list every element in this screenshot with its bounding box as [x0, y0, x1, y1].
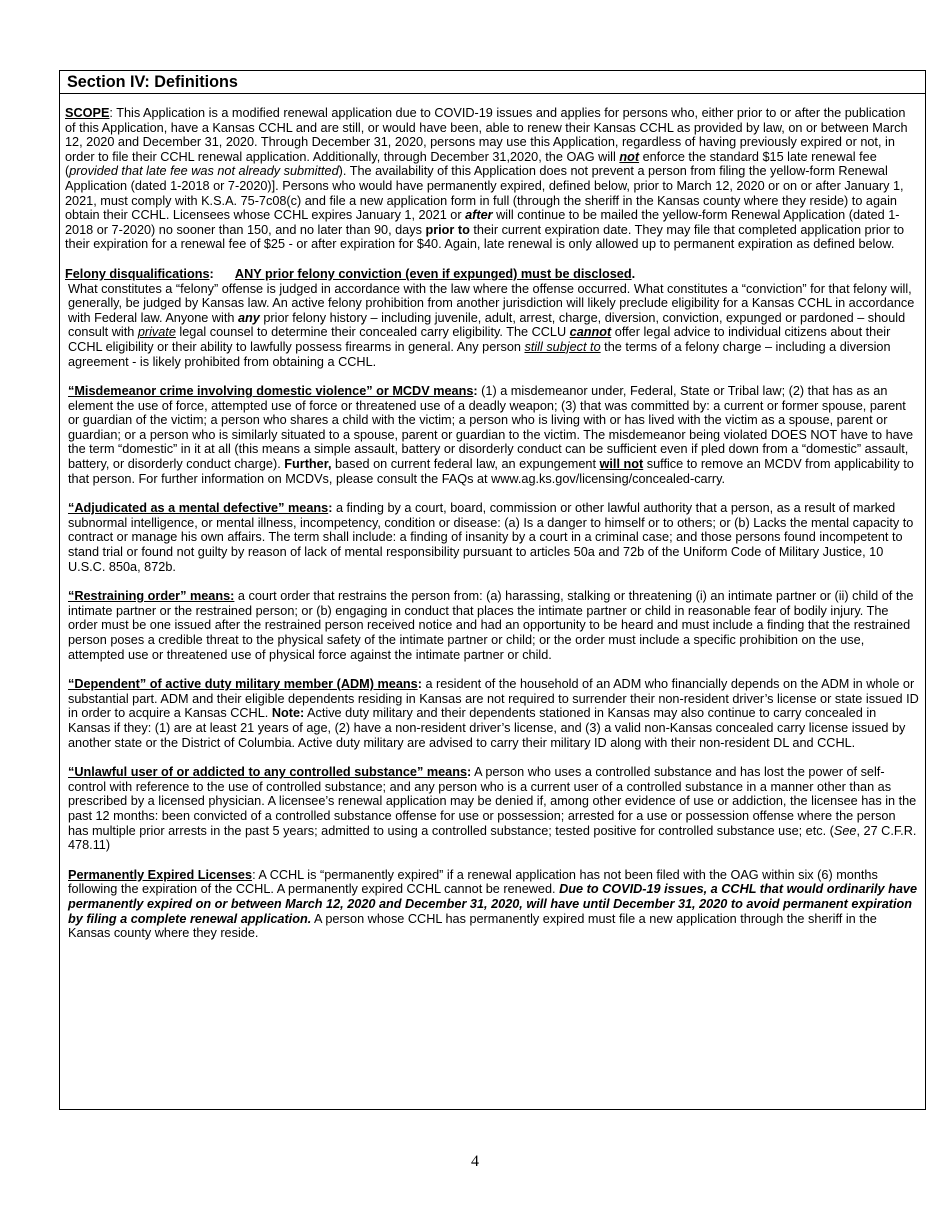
- dependent-note: Note:: [271, 706, 305, 721]
- mcdv-text-2: based on current federal law, an expungement: [331, 457, 600, 472]
- mental-term: “Adjudicated as a mental defective” means: [68, 501, 329, 516]
- scope-text-5: their current expiration date. They may file that completed application prior to their expiration for a renewal fee of $25 - or after expiration for $40. Again, late renewal is only allowed up to permanent expiration as defined below.: [65, 222, 905, 252]
- scope-term: SCOPE: [65, 106, 110, 120]
- scope-text-1: : This Application is a modified renewal application due to COVID-19 issues and applies for persons who, either prior to or after the publication of this Application, have a Kansas CCHL and are still, or would have been, able to renew their Kansas CCHL as provided by law, on or between March 12, 2020 and December 31, 2020. Through December 31, 2020, persons may use this Application, regardless of having previously expired or not, in order to file their CCHL renewal application. Additionally, through December 31,2020, the OAG will: [65, 106, 908, 164]
- mcdv-will-not: will not: [599, 457, 644, 472]
- mcdv-text-3: suffice to remove an MCDV from applicability to that person. For further information on MCDVs, please consult the FAQs at www.ag.ks.gov/licensing/concealed-carry.: [68, 457, 914, 486]
- felony-cannot: cannot: [569, 325, 612, 340]
- mcdv-further: Further,: [284, 457, 332, 472]
- section-title: Section IV: Definitions: [60, 71, 925, 94]
- felony-still-subject: still subject to: [524, 339, 601, 354]
- substance-paragraph: [65, 765, 919, 853]
- mcdv-text-1: (1) a misdemeanor under, Federal, State or Tribal law; (2) that has as an element the use of force, attempted use of force or threatened use of a deadly weapon; (3) that was committed by: a current or former spouse, parent or guardian of the victim; a person who shares a child with the victim; a person who is living with or has lived with the victim as a spouse, parent or guardian; or a person who is similarly situated to a spouse, parent or guardian to the victim. The misdemeanor being violated DOES NOT have to have the term “domestic” in it at all (this means a simple assault, battery or disorderly conduct can be sufficient even if pled down from a “domestic” assault, battery, or disorderly conduct charge).: [68, 384, 914, 472]
- felony-any: any: [237, 310, 260, 325]
- expired-paragraph: [65, 868, 919, 941]
- dependent-colon: :: [417, 677, 422, 692]
- substance-see: See: [833, 823, 857, 838]
- scope-prior-to: prior to: [425, 222, 470, 237]
- scope-text-4: will continue to be mailed the yellow-form Renewal Application (dated 1-2018 or 7-2020) no sooner than 150, and no later than 90, days: [65, 208, 900, 237]
- felony-paragraph: [65, 282, 919, 370]
- scope-text-2: enforce the standard $15 late renewal fee (: [65, 149, 877, 179]
- felony-notice: ANY prior felony conviction (even if expunged) must be disclosed: [234, 266, 632, 281]
- restraining-paragraph: [65, 589, 919, 662]
- dependent-text-1: a resident of the household of an ADM who financially depends on the ADM in whole or substantial part. ADM and their eligible dependents residing in Kansas are not required to surrender their non-resident driver’s license or state issued ID in order to acquire a Kansas CCHL.: [68, 677, 919, 721]
- page-number: 4: [471, 1153, 479, 1170]
- substance-term: “Unlawful user of or addicted to any controlled substance” means: [68, 765, 468, 780]
- felony-text-2: prior felony history – including juvenile, adult, arrest, charge, diversion, conviction, expunged or pardoned – should consult with: [68, 310, 906, 340]
- dependent-term: “Dependent” of active duty military member (ADM) means: [68, 677, 418, 692]
- restraining-text-1: a court order that restrains the person from: (a) harassing, stalking or threatening (i) an intimate partner or (ii) child of the intimate partner or the restrained person; or (b) engaging in conduct that places the intimate partner or child in reasonable fear of bodily injury. The order must be one issued after the restrained person received notice and had an opportunity to be heard and must include a finding that the restrained person poses a credible threat to the physical safety of the intimate partner or child; or the order must include a specific prohibition on the use, attempted use or threatened use of physical force against the intimate partner or child.: [68, 589, 914, 662]
- substance-colon: :: [467, 765, 472, 780]
- felony-term: Felony disqualifications: [65, 266, 210, 281]
- felony-text-5: the terms of a felony charge – including a diversion agreement - is likely prohibited from obtaining a CCHL.: [68, 339, 891, 369]
- mcdv-paragraph: [65, 384, 919, 486]
- felony-heading: [65, 267, 919, 282]
- mental-colon: :: [328, 501, 333, 516]
- expired-term: Permanently Expired Licenses: [68, 867, 253, 882]
- scope-proviso: provided that late fee was not already submitted: [69, 164, 339, 179]
- scope-text-3: ). The availability of this Application does not prevent a person from filing the yellow-form Renewal Application (dated 1-2018 or 7-2020)]. Persons who would have permanently expired, defined below, prior to March 12, 2020 or on or after January 1, 2021, must comply with K.S.A. 75-7c08(c) and file a new application form in full (through the sheriff in the Kansas county where they reside) to again obtain their CCHL. Licensees whose CCHL expires January 1, 2021 or: [65, 164, 904, 223]
- felony-text-3: legal counsel to determine their concealed carry eligibility. The CCLU: [175, 325, 570, 340]
- scope-not: not: [619, 149, 640, 164]
- definitions-section: [59, 70, 926, 1110]
- substance-text-2: , 27 C.F.R. 478.11): [68, 823, 917, 853]
- expired-text-1: : A CCHL is “permanently expired” if a renewal application has not been filed with the OAG within six (6) months following the expiration of the CCHL. A permanently expired CCHL cannot be renewed.: [68, 867, 878, 897]
- felony-colon: :: [209, 266, 214, 281]
- scope-paragraph: [65, 106, 919, 252]
- mcdv-term: “Misdemeanor crime involving domestic violence” or MCDV means: [68, 384, 474, 399]
- mental-paragraph: [65, 501, 919, 574]
- felony-period: .: [631, 266, 636, 281]
- dependent-text-2: Active duty military and their dependents stationed in Kansas may also continue to carry concealed in Kansas if they: (1) are at least 21 years of age, (2) have a non-resident driver’s license, and (3) a valid non-Kansas concealed carry license issued by another state or the District of Columbia. Active duty military are advised to carry their military ID along with their non-resident DL and CCHL.: [68, 706, 906, 750]
- mental-text-1: a finding by a court, board, commission or other lawful authority that a person, as a result of marked subnormal intelligence, or mental illness, incompetency, condition or disease: (a) Is a danger to himself or to others; or (b) Lacks the mental capacity to contract or manage his own affairs. The term shall include: a finding of insanity by a court in a criminal case; and those persons found incompetent to stand trial or found not guilty by reason of lack of mental responsibility pursuant to articles 50a and 72b of the Uniform Code of Military Justice, 10 U.S.C. 850a, 872b.: [68, 501, 914, 574]
- substance-text-1: A person who uses a controlled substance and has lost the power of self-control with reference to the use of controlled substance; and any person who is a current user of a controlled substance in a manner other than as prescribed by a licensed physician. A licensee’s renewal application may be denied if, among other evidence of use or addiction, the licensee has in the past 12 months: been convicted of a controlled substance offense for use or possession; arrested for a use or possession offense where the person has multiple prior arrests in the past 5 years; admitted to using a controlled substance; tested positive for controlled substance use; etc. (: [68, 765, 917, 838]
- felony-text-1: What constitutes a “felony” offense is judged in accordance with the law where the offense occurred. What constitutes a “conviction” for that felony will, generally, be judged by Kansas law. An active felony prohibition from another jurisdiction will likely preclude eligibility for a Kansas CCHL in accordance with Federal law. Anyone with: [68, 281, 915, 325]
- scope-after: after: [465, 208, 493, 223]
- mcdv-colon: :: [473, 384, 478, 399]
- felony-private: private: [137, 325, 176, 340]
- expired-covid-note: Due to COVID-19 issues, a CCHL that would ordinarily have permanently expired on or between March 12, 2020 and December 31, 2020, will have until December 31, 2020 to avoid permanent expiration by filing a complete renewal application.: [68, 882, 918, 926]
- section-body: [60, 94, 925, 941]
- dependent-paragraph: [65, 677, 919, 750]
- expired-text-2: A person whose CCHL has permanently expired must file a new application through the sheriff in the Kansas county where they reside.: [68, 911, 877, 941]
- restraining-term: “Restraining order” means:: [68, 589, 235, 604]
- felony-text-4: offer legal advice to individual citizens about their CCHL eligibility or their ability to lawfully possess firearms in general. Any person: [68, 325, 891, 354]
